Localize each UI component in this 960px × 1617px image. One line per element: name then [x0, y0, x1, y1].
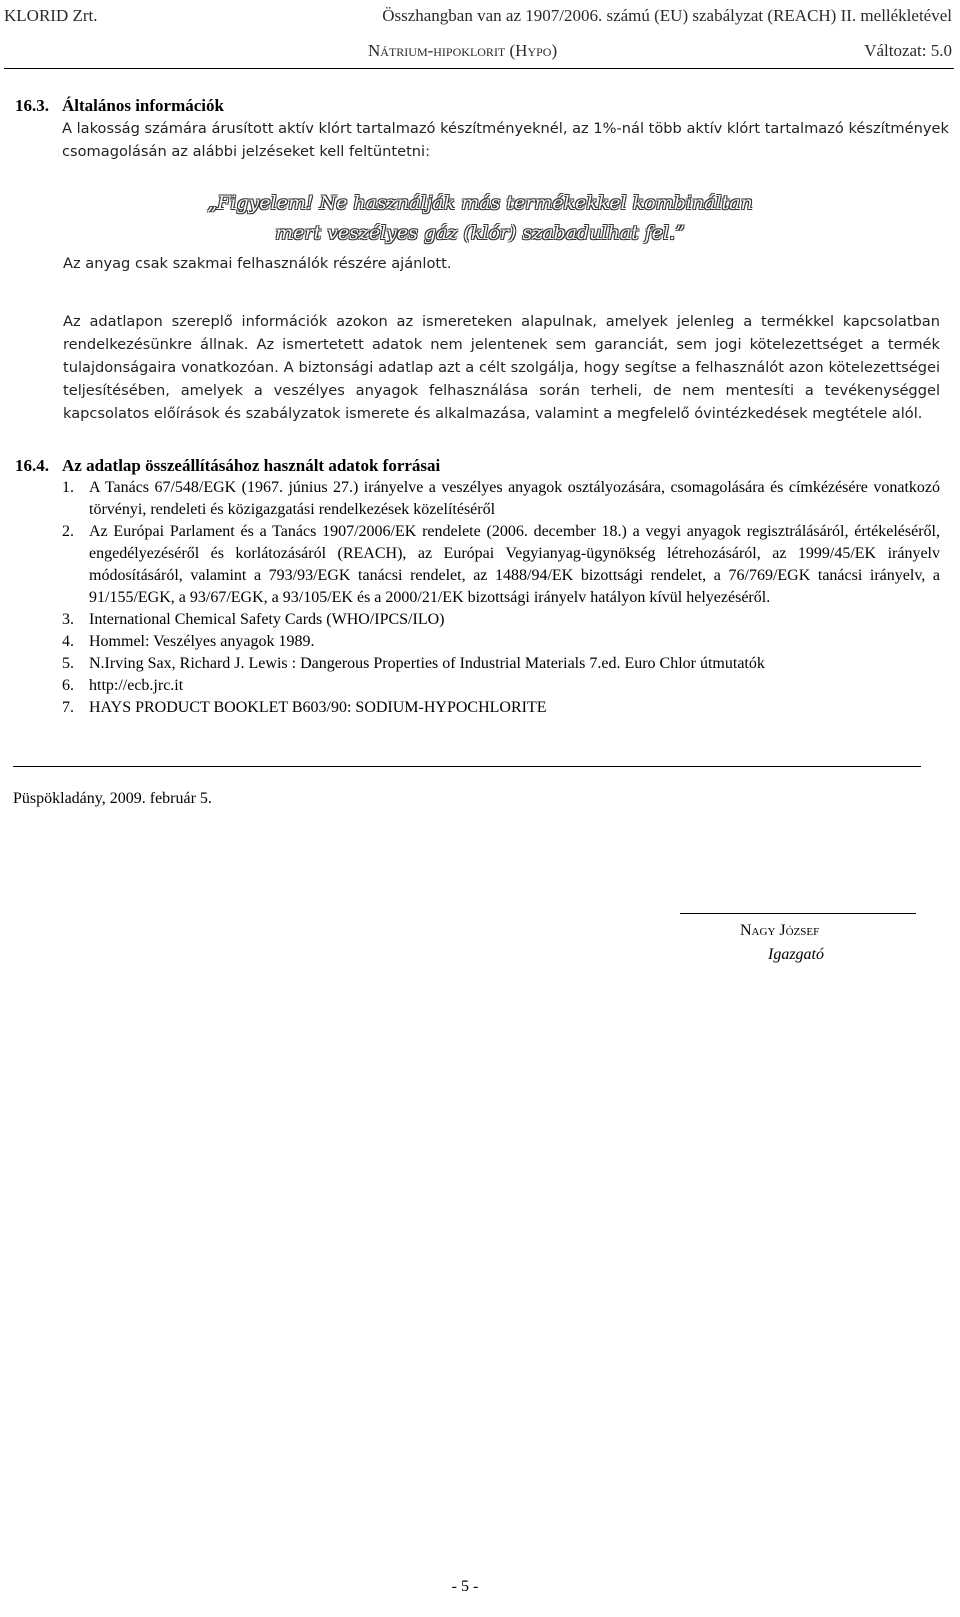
- labelling-intro: A lakosság számára árusított aktív klórt tartalmazó készítményeknél, az 1%-nál több aktív klórt tartalmazó készítmények csomagolásán az alábbi jelzéseket kell feltüntetni:: [62, 120, 949, 160]
- warning-text-line-1: „Figyelem! Ne használják más termékekkel kombináltan: [207, 192, 753, 214]
- section-heading: [15, 455, 950, 477]
- list-item: 3. International Chemical Safety Cards (WHO/IPCS/ILO): [62, 611, 445, 628]
- warning-text-line-2: mert veszélyes gáz (klór) szabadulhat fel.”: [275, 222, 685, 244]
- section-title: Az adatlap összeállításához használt adatok forrásai: [62, 456, 441, 475]
- document-version: Változat: 5.0: [864, 41, 952, 60]
- list-item: 2. Az Európai Parlament és a Tanács 1907/2006/EK rendelete (2006. december 18.) a vegyi anyagok regisztrálásáról, értékeléséről, engedélyezéséről és korlátozásáról (REACH), az Európai Vegyianyag-ügynökség létrehozásáról, az 1999/45/EK irányelv módosításáról, valamint a 793/93/EGK tanácsi rendelet, az 1488/94/EK bizottsági rendelet, a 76/769/EGK tanácsi irányelv, a 91/155/EGK, a 93/67/EGK, a 93/105/EK és a 2000/21/EK bizottsági irányelv hatályon kívül helyezéséről.: [62, 523, 940, 606]
- place-and-date: Püspökladány, 2009. február 5.: [13, 790, 212, 807]
- section-heading: [15, 95, 950, 117]
- signature-line: [680, 913, 916, 914]
- professional-use-note: Az anyag csak szakmai felhasználók részére ajánlott.: [63, 255, 452, 272]
- signer-title: Igazgató: [768, 946, 824, 963]
- section-number: 16.4.: [15, 456, 49, 475]
- regulation-note: Összhangban van az 1907/2006. számú (EU) szabályzat (REACH) II. mellékletével: [382, 6, 952, 25]
- list-item: 4. Hommel: Veszélyes anyagok 1989.: [62, 633, 315, 650]
- list-item: 5. N.Irving Sax, Richard J. Lewis : Dangerous Properties of Industrial Materials 7.ed. Euro Chlor útmutatók: [62, 655, 765, 672]
- section-end-divider: [13, 766, 921, 767]
- page-number: - 5 -: [451, 1578, 479, 1595]
- list-item: 1. A Tanács 67/548/EGK (1967. június 27.) irányelve a veszélyes anyagok osztályozására, csomagolására és címkézésére vonatkozó törvényi, rendeleti és közigazgatási rendelkezések közelítéséről: [62, 479, 940, 518]
- section-title: Általános információk: [62, 96, 224, 115]
- product-name: Nátrium-hipoklorit (Hypo): [368, 41, 558, 60]
- company-name: KLORID Zrt.: [4, 6, 98, 25]
- source-link: http://ecb.jrc.it: [89, 677, 184, 694]
- disclaimer-paragraph: Az adatlapon szereplő információk azokon az ismereteken alapulnak, amelyek jelenleg a termékkel kapcsolatban rendelkezésünkre állnak. Az ismertetett adatok nem jelentenek sem garanciát, sem jogi kötelezettséget a termék tulajdonságaira vonatkozóan. A biztonsági adatlap azt a célt szolgálja, hogy segítse a felhasználót azon kötelezettségei teljesítésében, amelyek a veszélyes anyagok felhasználása során terheli, de nem mentesíti a tevékenységgel kapcsolatos előírások és szabályzatok ismerete és alkalmazása, valamint a megfelelő óvintézkedések megtétele alól.: [63, 313, 940, 422]
- sources-list: [15, 477, 950, 719]
- section-16-4: [15, 455, 950, 719]
- section-number: 16.3.: [15, 96, 49, 115]
- section-16-3: [15, 95, 950, 163]
- list-item: 6. http://ecb.jrc.it: [62, 677, 184, 694]
- header-divider: [4, 68, 954, 69]
- signer-name: Nagy József: [740, 922, 820, 939]
- list-item: 7. HAYS PRODUCT BOOKLET B603/90: SODIUM-HYPOCHLORITE: [62, 699, 547, 716]
